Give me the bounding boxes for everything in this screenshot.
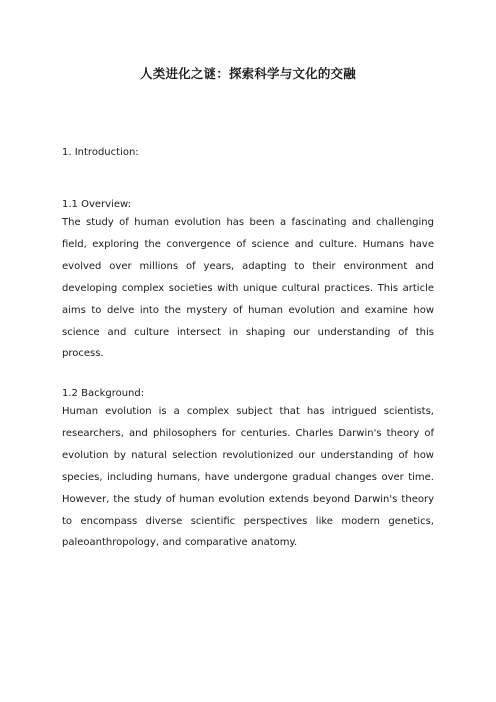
paragraph-overview: The study of human evolution has been a fascinating and challenging field, exploring the convergence of science and culture. Humans have evolved over millions of years, adapting to their environment and developing complex societies with unique cultural practices. This article aims to delve into the mystery of human evolution and examine how science and culture intersect in shaping our understanding of this process. [62, 217, 434, 360]
document-title: 人类进化之谜：探索科学与文化的交融 [140, 66, 356, 81]
section-heading-background: 1.2 Background: [62, 388, 145, 399]
paragraph-background: Human evolution is a complex subject that has intrigued scientists, researchers, and philosophers for centuries. Charles Darwin's theory of evolution by natural selection revolutionized our understanding of how species, including humans, have undergone gradual changes over time. However, the study of human evolution extends beyond Darwin's theory to encompass diverse scientific perspectives like modern genetics, paleoanthropology, and comparative anatomy. [62, 406, 434, 549]
section-heading-introduction: 1. Introduction: [62, 147, 139, 158]
section-heading-overview: 1.1 Overview: [62, 199, 131, 210]
